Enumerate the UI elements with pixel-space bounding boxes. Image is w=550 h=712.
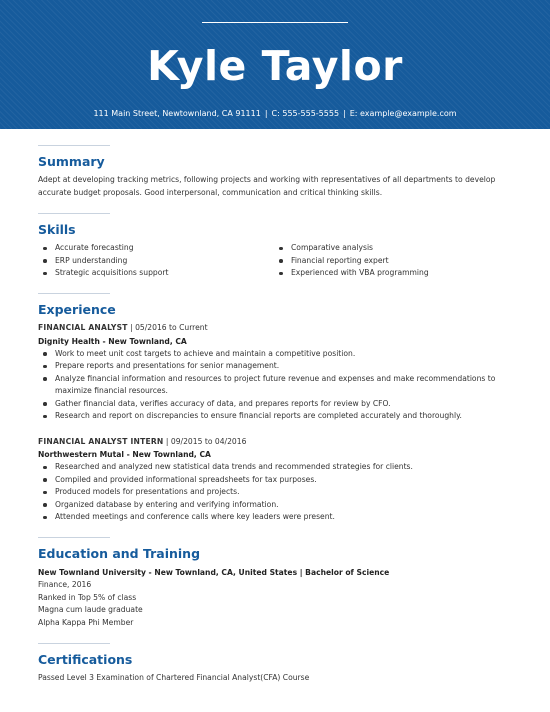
candidate-name: Kyle Taylor: [147, 42, 403, 90]
skills-title: Skills: [38, 222, 76, 237]
job-separator: |: [130, 323, 133, 332]
job-bullets: [38, 348, 518, 423]
job-bullet: Work to meet unit cost targets to achieve and maintain a competitive position.: [38, 348, 518, 361]
skill-item: Comparative analysis: [274, 242, 510, 255]
contact-separator: |: [343, 109, 346, 118]
job-dates: 09/2015 to 04/2016: [170, 436, 247, 446]
skills-column-left: [38, 242, 274, 280]
certifications-section: [38, 643, 518, 685]
education-line: Magna cum laude graduate: [38, 605, 143, 614]
contact-phone: C: 555-555-5555: [271, 109, 340, 118]
skill-item: Accurate forecasting: [38, 242, 274, 255]
summary-title: Summary: [38, 154, 105, 169]
job-entry: [38, 322, 518, 423]
skill-item: Strategic acquisitions support: [38, 267, 274, 280]
experience-title: Experience: [38, 302, 116, 317]
skills-column-right: [274, 242, 510, 280]
section-rule: [38, 213, 110, 214]
education-section: [38, 537, 518, 629]
job-dates: 05/2016 to Current: [135, 323, 208, 332]
job-bullet: Produced models for presentations and projects.: [38, 486, 518, 499]
job-title: FINANCIAL ANALYST: [38, 323, 128, 332]
summary-text: Adept at developing tracking metrics, following projects and working with representatives of all departments to develop accurate budget proposals. Good interpersonal, communication and critical thinking skills.: [38, 175, 496, 197]
education-line: Finance, 2016: [38, 580, 92, 589]
job-bullet: Compiled and provided informational spreadsheets for tax purposes.: [38, 474, 518, 487]
section-rule: [38, 643, 110, 644]
job-company: Dignity Health - New Townland, CA: [38, 336, 187, 346]
resume-header: [0, 0, 550, 129]
job-bullet: Research and report on discrepancies to ensure financial reports are completed accurately and thoroughly.: [38, 410, 518, 423]
certification-text: Passed Level 3 Examination of Chartered Financial Analyst(CFA) Course: [38, 673, 310, 682]
job-company: Northwestern Mutal - New Townland, CA: [38, 450, 211, 459]
skill-item: Experienced with VBA programming: [274, 267, 510, 280]
education-title: Education and Training: [38, 546, 201, 561]
skill-item: Financial reporting expert: [274, 255, 510, 268]
education-line: Ranked in Top 5% of class: [38, 592, 137, 602]
job-heading: [38, 436, 518, 449]
section-rule: [38, 293, 110, 294]
job-bullets: [38, 461, 518, 524]
contact-separator: |: [264, 109, 268, 118]
skills-section: [38, 213, 518, 280]
section-rule: [38, 145, 110, 146]
job-bullet: Analyze financial information and resources to project future revenue and expenses and make recommendations to maximize financial resources.: [38, 373, 518, 398]
job-bullet: Prepare reports and presentations for senior management.: [38, 360, 518, 373]
experience-section: [38, 293, 518, 524]
skill-item: ERP understanding: [38, 255, 274, 268]
job-bullet: Researched and analyzed new statistical data trends and recommended strategies for clients.: [38, 461, 518, 474]
job-bullet: Gather financial data, verifies accuracy of data, and prepares reports for review by CFO.: [38, 398, 518, 411]
education-line: Alpha Kappa Phi Member: [38, 617, 134, 627]
job-bullet: Organized database by entering and verifying information.: [38, 499, 518, 512]
job-separator: |: [165, 436, 169, 446]
section-rule: [38, 537, 110, 538]
job-title: FINANCIAL ANALYST INTERN: [38, 436, 164, 446]
job-bullet: Attended meetings and conference calls where key leaders were present.: [38, 511, 518, 524]
summary-section: [38, 145, 518, 199]
job-entry: [38, 436, 518, 524]
certifications-title: Certifications: [38, 652, 133, 667]
contact-email: E: example@example.com: [349, 109, 457, 118]
education-heading: New Townland University - New Townland, CA, United States | Bachelor of Science: [38, 568, 390, 577]
skills-list: [38, 242, 518, 280]
job-heading: [38, 322, 518, 335]
contact-line: [0, 108, 550, 120]
contact-address: 111 Main Street, Newtownland, CA 91111: [93, 109, 261, 118]
header-rule: [202, 22, 348, 23]
